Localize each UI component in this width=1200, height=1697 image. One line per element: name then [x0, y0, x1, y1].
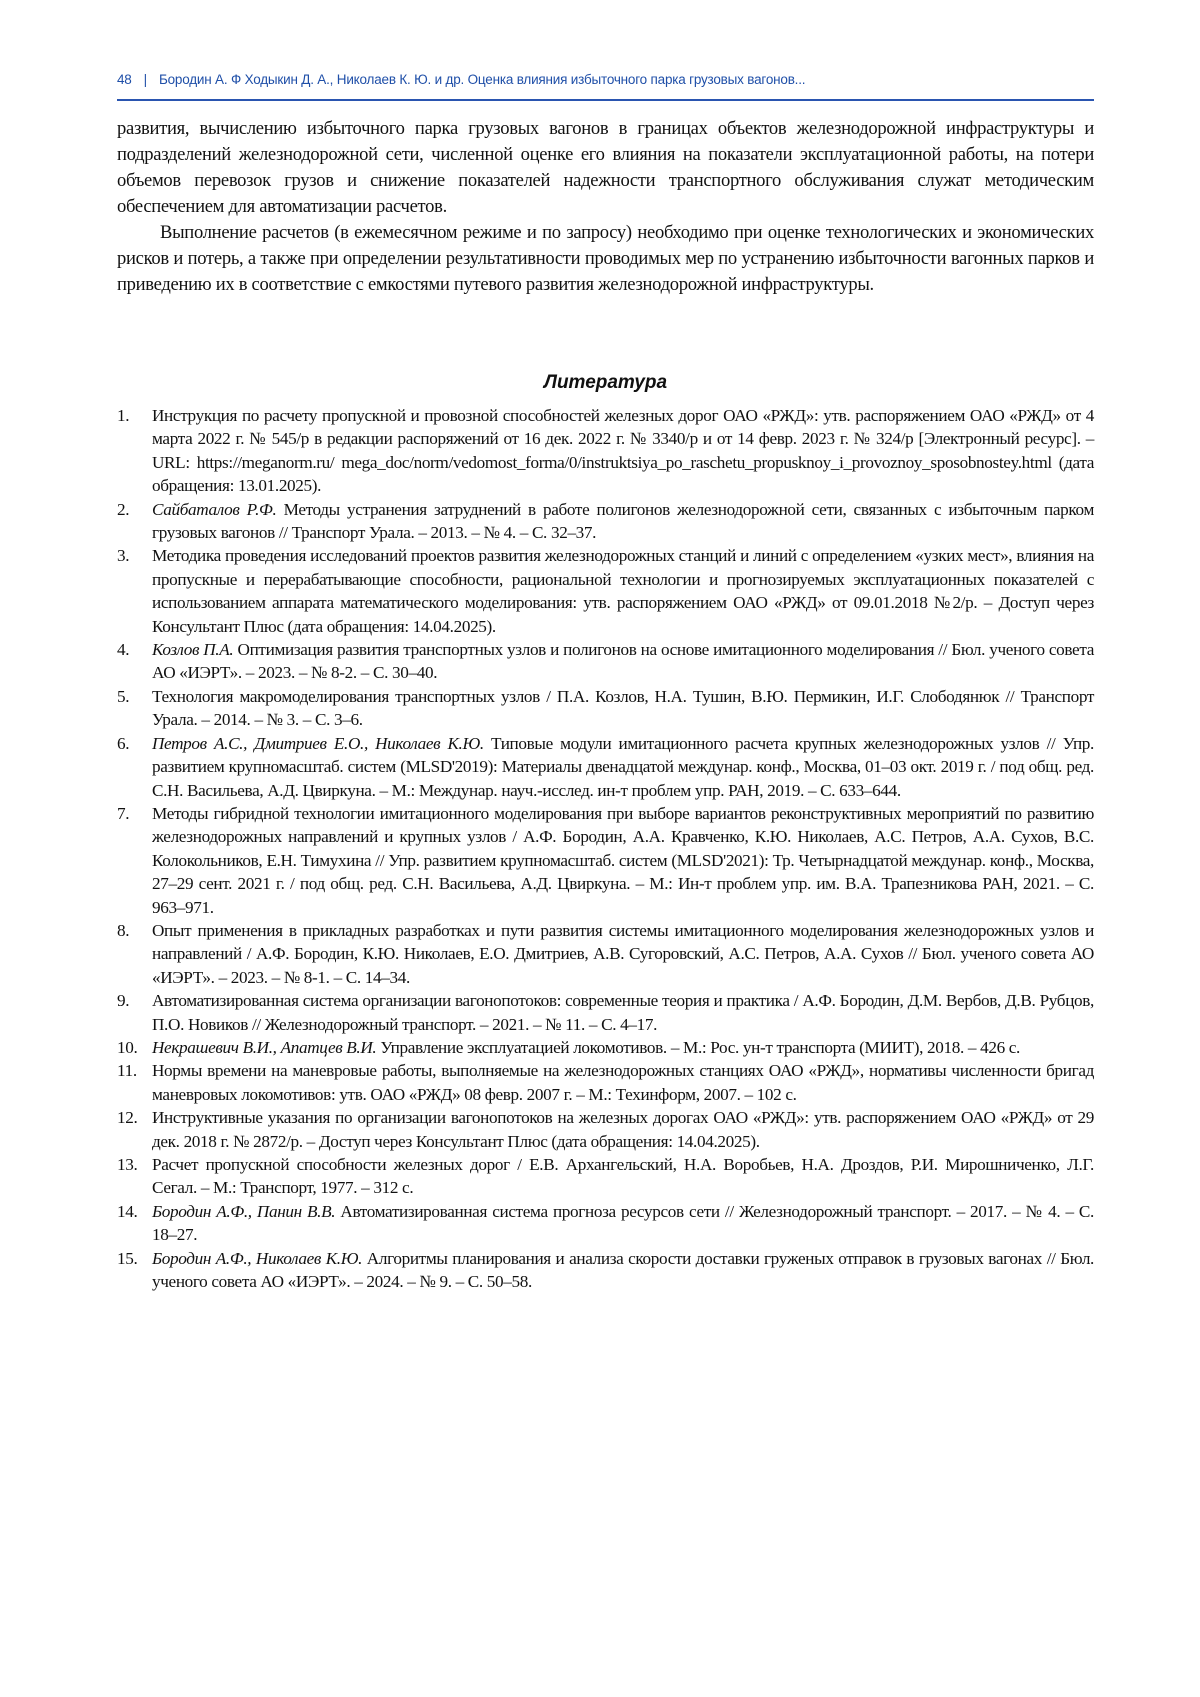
header-separator: | — [144, 72, 147, 87]
reference-number: 13. — [117, 1153, 152, 1200]
body-paragraph: развития, вычислению избыточного парка грузовых вагонов в границах объектов железнодорожной инфраструктуры и подразделений железнодорожной сети, численной оценке его влияния на показатели эксплуатационной работы, на потери объемов перевозок грузов и снижение показателей надежности транспортного обслуживания служат методическим обеспечением для автоматизации расчетов. — [117, 116, 1094, 220]
reference-number: 12. — [117, 1106, 152, 1153]
reference-number: 7. — [117, 802, 152, 919]
reference-text — [152, 989, 1094, 1036]
reference-body: Опыт применения в прикладных разработках и пути развития системы имитационного моделирования железнодорожных узлов и направлений / А.Ф. Бородин, К.Ю. Николаев, Е.О. Дмитриев, А.В. Сугоровский, А.С. Петров, А.А. Сухов // Бюл. ученого совета АО «ИЭРТ». – 2023. – № 8-1. – С. 14–34. — [152, 921, 1094, 987]
reference-body: Методы гибридной технологии имитационного моделирования при выборе вариантов реконструктивных мероприятий по развитию железнодорожных направлений и крупных узлов / А.Ф. Бородин, А.А. Кравченко, К.Ю. Николаев, А.С. Петров, А.А. Сухов, В.С. Колокольников, Е.Н. Тимухина // Упр. развитием крупномасштаб. систем (MLSD'2021): Тр. Четырнадцатой междунар. конф., Москва, 27–29 сент. 2021 г. / под общ. ред. С.Н. Васильева, А.Д. Цвиркуна. – М.: Ин-т проблем упр. им. В.А. Трапезникова РАН, 2021. – С. 963–971. — [152, 804, 1094, 917]
reference-text — [152, 544, 1094, 638]
reference-text — [152, 919, 1094, 989]
reference-text — [152, 802, 1094, 919]
reference-authors: Сайбаталов Р.Ф. — [152, 500, 276, 519]
reference-item — [117, 1153, 1094, 1200]
reference-number: 1. — [117, 404, 152, 498]
reference-item — [117, 1036, 1094, 1059]
page-number: 48 — [117, 72, 132, 87]
reference-item — [117, 1059, 1094, 1106]
body-paragraph: Выполнение расчетов (в ежемесячном режиме и по запросу) необходимо при оценке технологических и экономических рисков и потерь, а также при определении результативности проводимых мер по устранению избыточности вагонных парков и приведению их в соответствие с емкостями путевого развития железнодорожной инфраструктуры. — [117, 220, 1094, 298]
reference-authors: Бородин А.Ф., Николаев К.Ю. — [152, 1249, 362, 1268]
reference-text — [152, 1036, 1094, 1059]
reference-number: 10. — [117, 1036, 152, 1059]
reference-body: Алгоритмы планирования и анализа скорости доставки груженых отправок в грузовых вагонах // Бюл. ученого совета АО «ИЭРТ». – 2024. – № 9. – С. 50–58. — [152, 1249, 1094, 1291]
reference-number: 14. — [117, 1200, 152, 1247]
reference-text — [152, 498, 1094, 545]
header-rule — [117, 99, 1094, 101]
reference-text — [152, 638, 1094, 685]
reference-authors: Некрашевич В.И., Апатцев В.И. — [152, 1038, 376, 1057]
reference-text — [152, 404, 1094, 498]
reference-text — [152, 1200, 1094, 1247]
reference-text — [152, 685, 1094, 732]
reference-text — [152, 1153, 1094, 1200]
reference-number: 2. — [117, 498, 152, 545]
reference-body: Инструкция по расчету пропускной и провозной способностей железных дорог ОАО «РЖД»: утв. распоряжением ОАО «РЖД» от 4 марта 2022 г. № 545/р в редакции распоряжений от 16 дек. 2022 г. № 3340/р и от 14 февр. 2023 г. № 324/р [Электронный ресурс]. – URL: https://meganorm.ru/ mega_doc/norm/vedomost_forma/0/instruktsiya_po_raschetu_propusknoy_i_provoznoy_sposobnostey.html (дата обращения: 13.01.2025). — [152, 406, 1094, 495]
reference-body: Автоматизированная система организации вагонопотоков: современные теория и практика / А.Ф. Бородин, Д.М. Вербов, Д.В. Рубцов, П.О. Новиков // Железнодорожный транспорт. – 2021. – № 11. – С. 4–17. — [152, 991, 1094, 1033]
reference-number: 3. — [117, 544, 152, 638]
reference-authors: Козлов П.А. — [152, 640, 233, 659]
reference-body: Инструктивные указания по организации вагонопотоков на железных дорогах ОАО «РЖД»: утв. распоряжением ОАО «РЖД» от 29 дек. 2018 г. № 2872/р. – Доступ через Консультант Плюс (дата обращения: 14.04.2025). — [152, 1108, 1094, 1150]
reference-item — [117, 685, 1094, 732]
reference-item — [117, 1200, 1094, 1247]
reference-number: 9. — [117, 989, 152, 1036]
reference-item — [117, 732, 1094, 802]
reference-number: 5. — [117, 685, 152, 732]
running-title: Бородин А. Ф Ходыкин Д. А., Николаев К. Ю. и др. Оценка влияния избыточного парка грузовых вагонов... — [159, 72, 805, 87]
reference-item — [117, 1106, 1094, 1153]
reference-body: Управление эксплуатацией локомотивов. – М.: Рос. ун-т транспорта (МИИТ), 2018. – 426 с. — [376, 1038, 1020, 1057]
references-list — [117, 404, 1094, 1293]
reference-body: Типовые модули имитационного расчета крупных железнодорожных узлов // Упр. развитием крупномасштаб. систем (MLSD'2019): Материалы двенадцатой междунар. конф., Москва, 01–03 окт. 2019 г. / под общ. ред. С.Н. Васильева, А.Д. Цвиркуна. – М.: Междунар. науч.-исслед. ин-т проблем упр. РАН, 2019. – С. 633–644. — [152, 734, 1094, 800]
reference-number: 11. — [117, 1059, 152, 1106]
reference-item — [117, 498, 1094, 545]
reference-body: Расчет пропускной способности железных дорог / Е.В. Архангельский, Н.А. Воробьев, Н.А. Дроздов, Р.И. Мирошниченко, Л.Г. Сегал. – М.: Транспорт, 1977. – 312 с. — [152, 1155, 1094, 1197]
reference-body: Оптимизация развития транспортных узлов и полигонов на основе имитационного моделирования // Бюл. ученого совета АО «ИЭРТ». – 2023. – № 8-2. – С. 30–40. — [152, 640, 1094, 682]
reference-body: Методы устранения затруднений в работе полигонов железнодорожной сети, связанных с избыточным парком грузовых вагонов // Транспорт Урала. – 2013. – № 4. – С. 32–37. — [152, 500, 1094, 542]
reference-text — [152, 1059, 1094, 1106]
reference-text — [152, 732, 1094, 802]
reference-text — [152, 1247, 1094, 1294]
reference-item — [117, 404, 1094, 498]
reference-number: 6. — [117, 732, 152, 802]
reference-text — [152, 1106, 1094, 1153]
reference-item — [117, 544, 1094, 638]
reference-item — [117, 1247, 1094, 1294]
reference-item — [117, 989, 1094, 1036]
reference-body: Автоматизированная система прогноза ресурсов сети // Железнодорожный транспорт. – 2017. – № 4. – С. 18–27. — [152, 1202, 1094, 1244]
reference-body: Методика проведения исследований проектов развития железнодорожных станций и линий с определением «узких мест», влияния на пропускные и перерабатывающие способности, рациональной технологии и прогнозируемых эксплуатационных показателей с использованием аппарата математического моделирования: утв. распоряжением ОАО «РЖД» от 09.01.2018 №2/р. – Доступ через Консультант Плюс (дата обращения: 14.04.2025). — [152, 546, 1094, 635]
reference-number: 8. — [117, 919, 152, 989]
reference-item — [117, 638, 1094, 685]
reference-item — [117, 919, 1094, 989]
reference-authors: Бородин А.Ф., Панин В.В. — [152, 1202, 335, 1221]
reference-authors: Петров А.С., Дмитриев Е.О., Николаев К.Ю. — [152, 734, 484, 753]
references-heading: Литература — [117, 372, 1094, 394]
reference-number: 4. — [117, 638, 152, 685]
reference-item — [117, 802, 1094, 919]
reference-body: Нормы времени на маневровые работы, выполняемые на железнодорожных станциях ОАО «РЖД», нормативы численности бригад маневровых локомотивов: утв. ОАО «РЖД» 08 февр. 2007 г. – М.: Техинформ, 2007. – 102 с. — [152, 1061, 1094, 1103]
reference-number: 15. — [117, 1247, 152, 1294]
body-text — [117, 116, 1094, 298]
reference-body: Технология макромоделирования транспортных узлов / П.А. Козлов, Н.А. Тушин, В.Ю. Пермикин, И.Г. Слободянюк // Транспорт Урала. – 2014. – № 3. – С. 3–6. — [152, 687, 1094, 729]
running-header — [117, 72, 1094, 87]
